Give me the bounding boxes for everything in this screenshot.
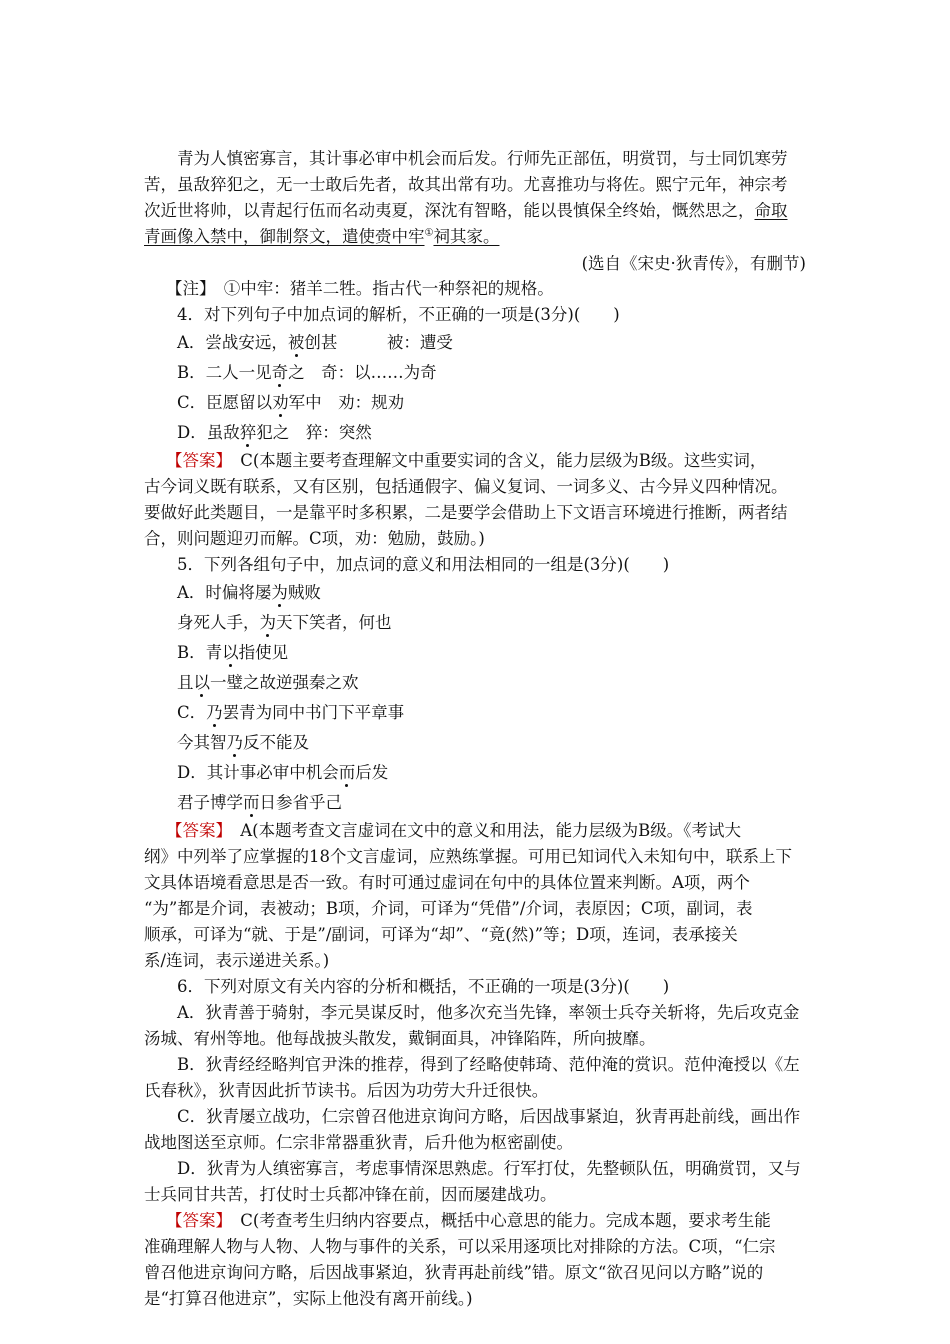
answer-line: 古今词义既有联系，又有区别，包括通假字、偏义复词、一词多义、古今异义四种情况。 [144, 477, 788, 496]
option-text: C． [177, 703, 207, 722]
option-text: 一璧之故逆强秦之欢 [210, 673, 359, 692]
answer-line: 纲》中列举了应掌握的18个文言虚词，应熟练掌握。可用已知词代入未知句中，联系上下 [144, 847, 792, 866]
underlined-text: 祠其家。 [433, 227, 500, 246]
passage-line [144, 198, 806, 224]
dotted-word: 为 [259, 613, 276, 632]
answer-block [144, 1208, 806, 1312]
underlined-text: 命取 [754, 201, 788, 220]
option-a-continued: 汤城、宥州等地。他每战披头散发，戴铜面具，冲锋陷阵，所向披靡。 [144, 1029, 656, 1048]
option-d: D．狄青为人缜密寡言，考虑事情深思熟虑。行军打仗，先整顿队伍，明确赏罚，又与 [177, 1159, 801, 1178]
dotted-word: 以 [222, 643, 239, 662]
passage-line: 苦，虽敌猝犯之，无一士敢后先者，故其出常有功。尤喜推功与将佐。熙宁元年，神宗考 [144, 175, 788, 194]
dotted-word: 被 [287, 333, 305, 352]
note-text: ①中牢：猪羊二牲。指古代一种祭祀的规格。 [207, 279, 554, 298]
answer-tag: 【答案】 [166, 1211, 224, 1230]
option-c-continued: 战地图送至京师。仁宗非常器重狄青，后升他为枢密副使。 [144, 1133, 573, 1152]
option-text: C．臣愿留以 [177, 393, 273, 412]
option-c-line-2 [144, 728, 806, 758]
dotted-word: 奇 [271, 363, 289, 382]
dotted-word: 以 [193, 673, 210, 692]
question-stem: 4．对下列句子中加点词的解析，不正确的一项是(3分)( ) [177, 305, 620, 324]
answer-block [144, 448, 806, 552]
option-c [144, 388, 806, 418]
answer-line: 合，则问题迎刃而解。C项，劝：勉励，鼓励。) [144, 529, 485, 548]
answer-line: 准确理解人物与人物、人物与事件的关系，可以采用逐项比对排除的方法。C项，“仁宗 [144, 1237, 776, 1256]
option-c: C．狄青屡立战功，仁宗曾召他进京询问方略，后因战事紧迫，狄青再赴前线，画出作 [177, 1107, 801, 1126]
answer-block [144, 818, 806, 974]
option-b [144, 358, 806, 388]
answer-text: C(考查考生归纳内容要点，概括中心意思的能力。完成本题，要求考生能 [223, 1211, 771, 1230]
option-text: 日参省乎己 [259, 793, 342, 812]
option-text: 贼败 [287, 583, 321, 602]
question-5 [144, 552, 806, 974]
option-text: 犯之 猝：突然 [256, 423, 372, 442]
option-a-line-2 [144, 608, 806, 638]
answer-line: 曾召他进京询问方略，后因战事紧迫，狄青再赴前线”错。原文“欲召见问以方略”说的 [144, 1263, 764, 1282]
option-text: D．其计事必审中机会 [177, 763, 339, 782]
note-tag: 【注】 [166, 279, 208, 298]
answer-line: 顺承，可译为“就、于是”/副词，可译为“却”、“竟(然)”等；D项，连词，表承接关 [144, 925, 738, 944]
option-b-line-2 [144, 668, 806, 698]
dotted-word: 为 [271, 583, 288, 602]
option-text: 天下笑者，何也 [276, 613, 392, 632]
answer-tag: 【答案】 [166, 451, 224, 470]
question-4 [144, 302, 806, 552]
answer-text: A(本题考查文言虚词在文中的意义和用法，能力层级为B级。《考试大 [223, 821, 741, 840]
passage-line [144, 224, 806, 250]
classical-passage [144, 146, 806, 276]
question-stem: 6．下列对原文有关内容的分析和概括，不正确的一项是(3分)( ) [177, 977, 670, 996]
option-text: B．青 [177, 643, 223, 662]
answer-line: 系/连词，表示递进关系。) [144, 951, 330, 970]
answer-line: “为”都是介词，表被动；B项，介词，可译为“凭借”/介词，表原因；C项，副词，表 [144, 899, 753, 918]
dotted-word: 而 [243, 793, 260, 812]
option-text: A．尝战安远， [177, 333, 288, 352]
option-text: 指使见 [238, 643, 289, 662]
underlined-text: 青画像入禁中，御制祭文，遣使赍中牢 [144, 227, 425, 246]
answer-line: 文具体语境看意思是否一致。有时可通过虚词在句中的具体位置来判断。A项，两个 [144, 873, 750, 892]
option-text: 今其智 [177, 733, 227, 752]
answer-line [144, 818, 806, 844]
option-a [144, 328, 806, 358]
option-a: A．狄青善于骑射，李元昊谋反时，他多次充当先锋，率领士兵夺关斩将，先后攻克金 [177, 1003, 800, 1022]
option-text: 军中 劝：规劝 [288, 393, 405, 412]
dotted-word: 劝 [272, 393, 289, 412]
footnote [144, 276, 806, 302]
dotted-word: 而 [338, 763, 356, 782]
dotted-word: 猝 [239, 423, 257, 442]
option-text: B．二人一见 [177, 363, 272, 382]
option-d-line-1 [144, 758, 806, 788]
option-text: D．虽敌 [177, 423, 240, 442]
footnote-marker: ① [424, 227, 434, 239]
option-text: 之 奇：以……为奇 [288, 363, 437, 382]
answer-line [144, 448, 806, 474]
option-d-line-2 [144, 788, 806, 818]
option-b: B．狄青经经略判官尹洙的推荐，得到了经略使韩琦、范仲淹的赏识。范仲淹授以《左 [177, 1055, 800, 1074]
answer-line: 要做好此类题目，一是靠平时多积累，二是要学会借助上下文语言环境进行推断，两者结 [144, 503, 788, 522]
option-text: 反不能及 [243, 733, 309, 752]
dotted-word: 乃 [226, 733, 243, 752]
option-text: 创甚 被：遭受 [304, 333, 453, 352]
option-c-line-1 [144, 698, 806, 728]
option-b-line-1 [144, 638, 806, 668]
option-text: 后发 [355, 763, 389, 782]
document-content [144, 146, 806, 1312]
option-b-continued: 氏春秋》，狄青因此折节读书。后因为功劳大升迁很快。 [144, 1081, 549, 1100]
answer-tag: 【答案】 [166, 821, 224, 840]
option-d-continued: 士兵同甘共苦，打仗时士兵都冲锋在前，因而屡建战功。 [144, 1185, 557, 1204]
passage-line: 青为人慎密寡言，其计事必审中机会而后发。行师先正部伍，明赏罚，与士同饥寒劳 [177, 149, 788, 168]
passage-text: 次近世将帅，以青起行伍而名动夷夏，深沈有智略，能以畏慎保全终始，慨然思之， [144, 201, 755, 220]
option-a-line-1 [144, 578, 806, 608]
option-text: 罢青为同中书门下平章事 [222, 703, 405, 722]
dotted-word: 乃 [206, 703, 223, 722]
question-stem: 5．下列各组句子中，加点词的意义和用法相同的一组是(3分)( ) [177, 555, 670, 574]
answer-line [144, 1208, 806, 1234]
option-text: 且 [177, 673, 194, 692]
passage-source: (选自《宋史·狄青传》，有删节) [581, 254, 806, 273]
option-d [144, 418, 806, 448]
answer-text: C(本题主要考查理解文中重要实词的含义，能力层级为B级。这些实词， [223, 451, 767, 470]
option-text: 身死人手， [177, 613, 260, 632]
option-text: A．时偏将屡 [177, 583, 272, 602]
question-6 [144, 974, 806, 1312]
answer-line: 是“打算召他进京”，实际上他没有离开前线。) [144, 1289, 473, 1308]
option-text: 君子博学 [177, 793, 243, 812]
